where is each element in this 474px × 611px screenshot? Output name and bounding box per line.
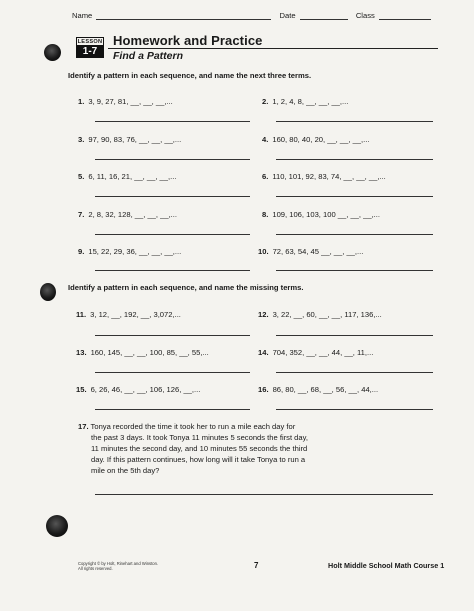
date-label: Date [279, 11, 296, 20]
problem-2: 2. 1, 2, 4, 8, __, __, __,... [262, 97, 349, 106]
answer-line-11[interactable] [95, 335, 250, 336]
problem-17-line-2: the past 3 days. It took Tonya 11 minutes 5 seconds the first day, [91, 433, 308, 442]
punch-hole-middle [40, 283, 56, 301]
problem-17-line-5: mile on the 5th day? [91, 466, 160, 475]
answer-line-4[interactable] [276, 159, 433, 160]
answer-line-1[interactable] [95, 121, 250, 122]
problem-12: 12. 3, 22, __, 60, __, __, 117, 136,... [258, 310, 382, 319]
name-label: Name [72, 11, 93, 20]
book-title: Holt Middle School Math Course 1 [328, 561, 445, 570]
problem-1: 1. 3, 9, 27, 81, __, __, __,... [78, 97, 173, 106]
problem-5: 5. 6, 11, 16, 21, __, __, __,... [78, 172, 177, 181]
page-subtitle: Find a Pattern [113, 50, 184, 62]
problem-4: 4. 160, 80, 40, 20, __, __, __,... [262, 135, 370, 144]
answer-line-5[interactable] [95, 196, 250, 197]
problem-7: 7. 2, 8, 32, 128, __, __, __,... [78, 210, 178, 219]
instructions-missing-terms: Identify a pattern in each sequence, and name the missing terms. [68, 283, 304, 292]
lesson-number: 1-7 [76, 46, 104, 58]
answer-line-17[interactable] [95, 494, 433, 495]
name-field[interactable] [96, 11, 271, 20]
problem-9: 9. 15, 22, 29, 36, __, __, __,... [78, 247, 182, 256]
answer-line-2[interactable] [276, 121, 433, 122]
problem-17-line-1: 17. Tonya recorded the time it took her to run a mile each day for [78, 422, 296, 431]
answer-line-8[interactable] [276, 234, 433, 235]
problem-14: 14. 704, 352, __, __, 44, __, 11,... [258, 348, 374, 357]
punch-hole-bottom [46, 515, 68, 537]
problem-17 [78, 421, 378, 476]
answer-line-10[interactable] [276, 270, 433, 271]
date-field[interactable] [300, 11, 348, 20]
problem-11: 11. 3, 12, __, 192, __, 3,072,... [76, 310, 181, 319]
problem-10: 10. 72, 63, 54, 45 __, __, __,... [258, 247, 364, 256]
answer-line-7[interactable] [95, 234, 250, 235]
class-label: Class [355, 11, 375, 20]
lesson-tag: LESSON [77, 39, 103, 45]
problem-6: 6. 110, 101, 92, 83, 74, __, __, __,... [262, 172, 386, 181]
answer-line-9[interactable] [95, 270, 250, 271]
answer-line-6[interactable] [276, 196, 433, 197]
punch-hole-top [44, 44, 61, 61]
problem-17-line-3: 11 minutes the second day, and 10 minutes 55 seconds the third [91, 444, 308, 453]
page-number: 7 [254, 561, 259, 570]
answer-line-15[interactable] [95, 409, 250, 410]
problem-3: 3. 97, 90, 83, 76, __, __, __,... [78, 135, 182, 144]
page-title: Homework and Practice [113, 33, 263, 48]
title-divider [108, 48, 438, 49]
instructions-next-terms: Identify a pattern in each sequence, and name the next three terms. [68, 71, 312, 80]
answer-line-16[interactable] [276, 409, 433, 410]
answer-line-3[interactable] [95, 159, 250, 160]
copyright-notice: Copyright © by Holt, Rinehart and Winston. All rights reserved. [78, 561, 159, 571]
problem-16: 16. 86, 80, __, 68, __, 56, __, 44,... [258, 385, 379, 394]
class-field[interactable] [379, 11, 431, 20]
answer-line-13[interactable] [95, 372, 250, 373]
problem-17-line-4: day. If this pattern continues, how long will it take Tonya to run a [91, 455, 306, 464]
problem-15: 15. 6, 26, 46, __, __, 106, 126, __,... [76, 385, 201, 394]
header-row [72, 11, 431, 20]
problem-13: 13. 160, 145, __, __, 100, 85, __, 55,... [76, 348, 209, 357]
problem-8: 8. 109, 106, 103, 100 __, __, __,... [262, 210, 381, 219]
answer-line-12[interactable] [276, 335, 433, 336]
answer-line-14[interactable] [276, 372, 433, 373]
